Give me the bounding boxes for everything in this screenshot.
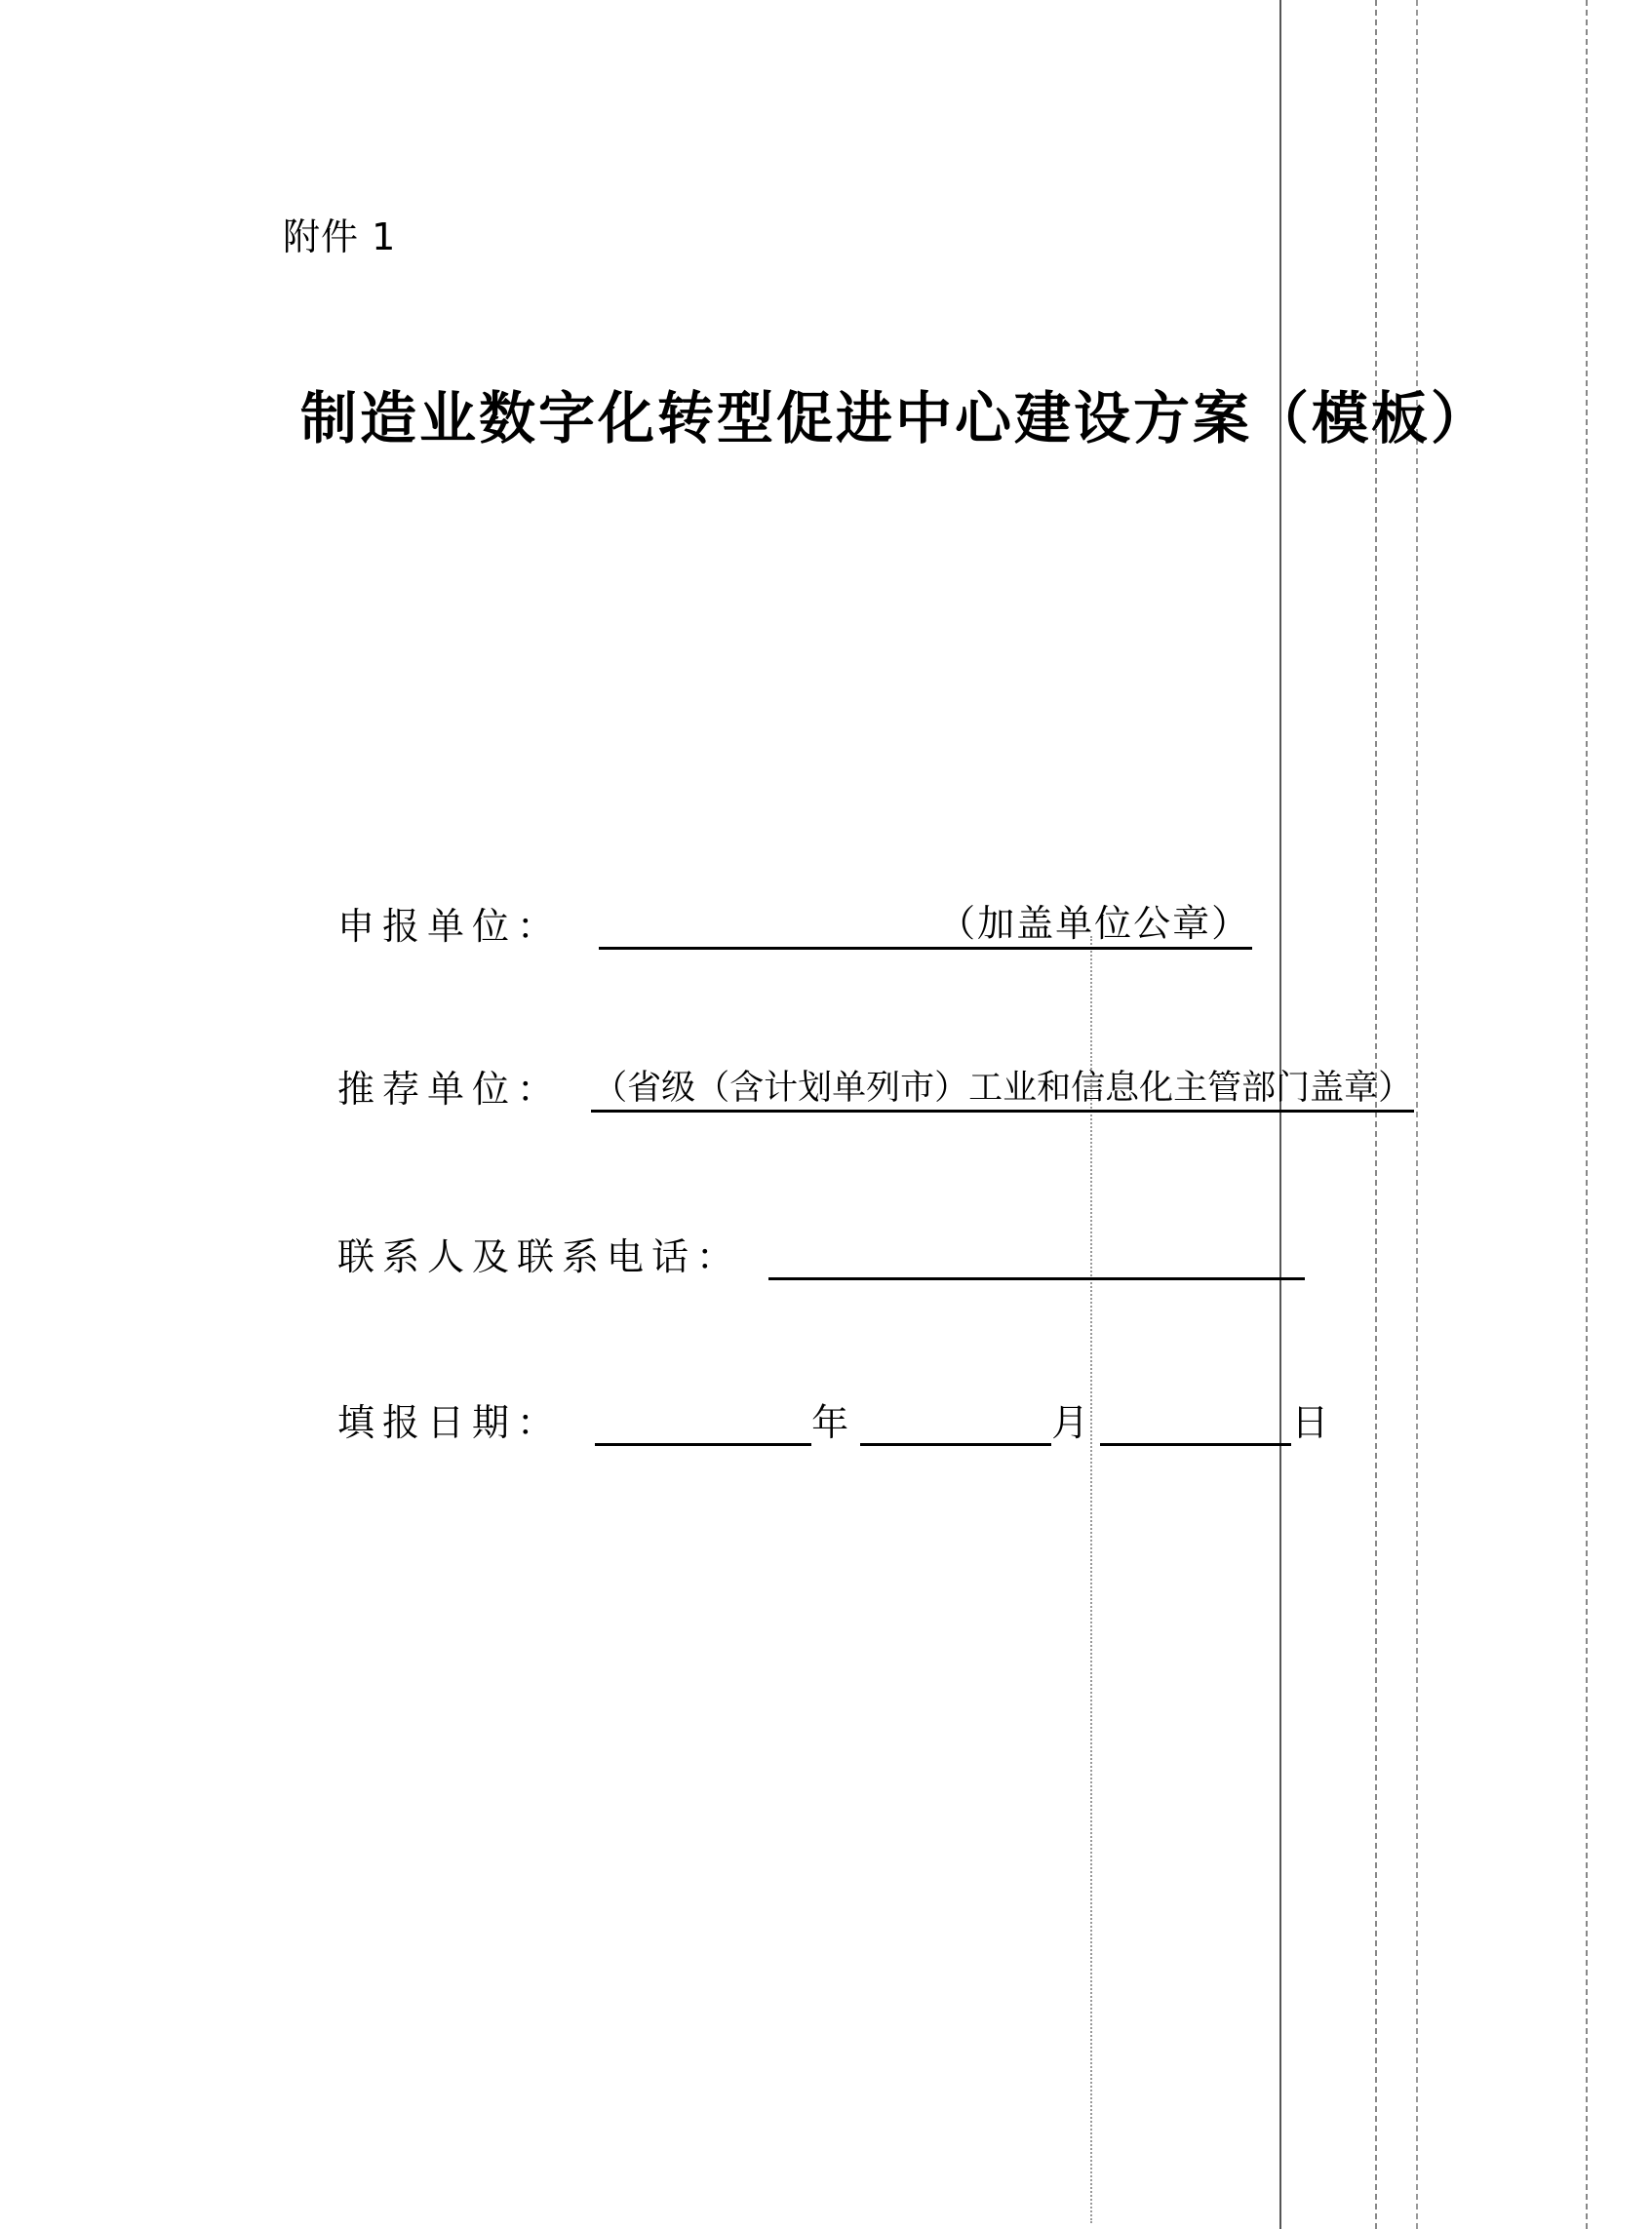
recommender-value: （省级（含计划单列市）工业和信息化主管部门盖章）	[591, 1061, 1414, 1113]
year-unit: 年	[811, 1401, 849, 1444]
date-row	[337, 1392, 1328, 1446]
date-label: 填报日期：	[337, 1401, 563, 1444]
day-unit: 日	[1291, 1401, 1329, 1444]
applicant-row	[337, 893, 1252, 950]
contact-row	[337, 1227, 1305, 1280]
contact-label: 联系人及联系电话：	[337, 1235, 742, 1278]
applicant-blank[interactable]	[599, 904, 940, 950]
month-blank[interactable]	[860, 1400, 1051, 1446]
scan-artifact-line	[1279, 0, 1281, 2229]
applicant-label: 申报单位：	[337, 905, 563, 948]
scan-artifact-line	[1375, 0, 1377, 2229]
applicant-seal-note: （加盖单位公章）	[936, 893, 1252, 950]
recommender-row	[337, 1059, 1414, 1113]
recommender-label: 推荐单位：	[337, 1068, 563, 1111]
scan-artifact-line	[1416, 0, 1418, 2229]
scan-artifact-line	[1090, 936, 1092, 2223]
document-title: 制造业数字化转型促进中心建设方案（模板）	[300, 385, 1491, 451]
attachment-label: 附件 1	[283, 215, 397, 258]
month-unit: 月	[1051, 1401, 1089, 1444]
year-blank[interactable]	[595, 1400, 811, 1446]
scan-artifact-line	[1586, 0, 1588, 2229]
contact-blank[interactable]	[768, 1234, 1305, 1280]
day-blank[interactable]	[1100, 1400, 1291, 1446]
